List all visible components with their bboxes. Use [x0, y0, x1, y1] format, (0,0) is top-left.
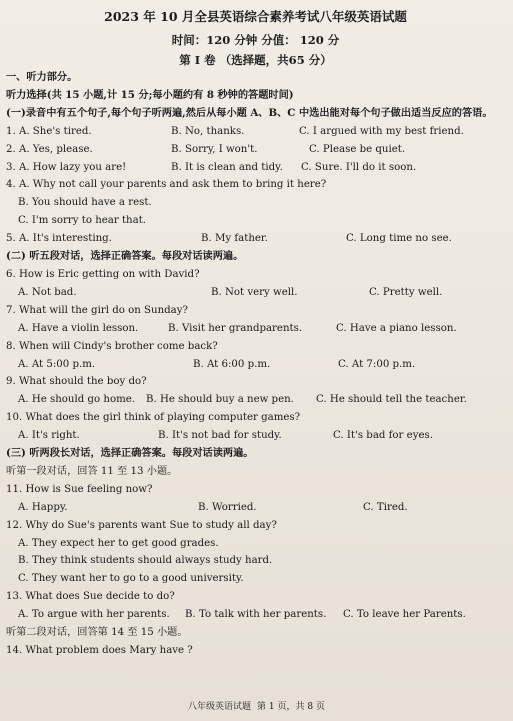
question-1	[6, 123, 505, 141]
exam-title: 2023 年 10 月全县英语综合素养考试八年级英语试题	[104, 9, 407, 24]
exam-meta	[6, 31, 505, 49]
question-12-option-c: C. They want her to go to a good university.	[18, 573, 244, 585]
option-c: C. Sure. I'll do it soon.	[301, 161, 417, 173]
exam-time: 时间：120 分钟	[171, 33, 258, 47]
question-7-options	[6, 320, 505, 338]
question-8-options	[6, 356, 505, 374]
question-4-option-b: B. You should have a rest.	[18, 197, 152, 209]
question-14-stem: 14. What problem does Mary have ?	[6, 645, 193, 656]
question-6-stem: 6. How is Eric getting on with David?	[6, 268, 200, 280]
option-a: A. It's right.	[18, 430, 80, 442]
footer-page-number: 第 1 页，共 8 页	[257, 702, 325, 712]
section-heading: 一、听力部分。	[6, 71, 78, 83]
question-13-stem: 13. What does Sue decide to do?	[6, 591, 175, 603]
option-b: B. To talk with her parents.	[185, 609, 327, 621]
option-b: B. Visit her grandparents.	[168, 322, 303, 334]
option-a: 1. A. She's tired.	[6, 125, 92, 137]
question-4-option-c: C. I'm sorry to hear that.	[18, 215, 147, 227]
option-a: A. He should go home.	[18, 394, 136, 406]
question-10-stem: 10. What does the girl think of playing computer games?	[6, 412, 301, 424]
question-12-option-a: A. They expect her to get good grades.	[18, 537, 219, 549]
option-a: A. Happy.	[18, 501, 68, 513]
dialog-1-instruction: 听第一段对话，回答 11 至 13 小题。	[6, 465, 178, 477]
page-footer	[0, 701, 513, 713]
option-b: B. He should buy a new pen.	[146, 394, 294, 406]
question-6-options	[6, 284, 505, 302]
option-a: A. At 5:00 p.m.	[18, 358, 96, 370]
option-a: 3. A. How lazy you are!	[6, 161, 127, 173]
option-c: C. Have a piano lesson.	[336, 322, 457, 334]
question-9-options	[6, 391, 505, 409]
question-4-option-a: 4. A. Why not call your parents and ask them to bring it here?	[6, 179, 327, 191]
option-c: C. Pretty well.	[369, 286, 443, 298]
option-c: C. To leave her Parents.	[343, 609, 466, 621]
subsection-2-instruction: (二) 听五段对话，选择正确答案。每段对话读两遍。	[6, 250, 244, 263]
option-b: B. No, thanks.	[171, 125, 245, 137]
option-c: C. He should tell the teacher.	[316, 394, 467, 406]
question-9-stem: 9. What should the boy do?	[6, 376, 147, 388]
question-3	[6, 159, 505, 177]
question-12-option-b: B. They think students should always study hard.	[18, 555, 273, 567]
option-b: B. At 6:00 p.m.	[193, 358, 271, 370]
part-title: 第 I 卷 （选择题，共65 分）	[179, 53, 332, 67]
option-c: C. It's bad for eyes.	[333, 430, 433, 442]
question-7-stem: 7. What will the girl do on Sunday?	[6, 304, 188, 316]
question-2	[6, 141, 505, 159]
question-12-stem: 12. Why do Sue's parents want Sue to study all day?	[6, 519, 277, 531]
option-a: A. To argue with her parents.	[18, 609, 170, 621]
option-b: B. It is clean and tidy.	[171, 161, 283, 173]
dialog-2-instruction: 听第二段对话，回答第 14 至 15 小题。	[6, 627, 188, 639]
question-11-options	[6, 499, 505, 517]
question-5	[6, 230, 505, 248]
option-a: A. Have a violin lesson.	[18, 322, 139, 334]
option-c: C. At 7:00 p.m.	[338, 358, 416, 370]
subsection-3-instruction: (三) 听两段长对话，选择正确答案。每段对话读两遍。	[6, 447, 254, 460]
option-c: C. Please be quiet.	[309, 143, 406, 155]
footer-subject: 八年级英语试题	[188, 702, 252, 712]
option-b: B. Sorry, I won't.	[171, 143, 258, 155]
option-b: B. My father.	[201, 233, 268, 245]
option-c: C. Long time no see.	[346, 233, 452, 245]
option-a: 5. A. It's interesting.	[6, 233, 112, 245]
question-13-options	[6, 606, 505, 624]
option-c: C. I argued with my best friend.	[299, 125, 464, 137]
question-10-options	[6, 427, 505, 445]
option-a: A. Not bad.	[18, 286, 77, 298]
option-a: 2. A. Yes, please.	[6, 143, 93, 155]
option-b: B. Not very well.	[211, 286, 298, 298]
option-c: C. Tired.	[363, 501, 408, 513]
question-11-stem: 11. How is Sue feeling now?	[6, 483, 153, 495]
option-b: B. It's not bad for study.	[158, 430, 282, 442]
question-8-stem: 8. When will Cindy's brother come back?	[6, 340, 218, 352]
exam-score: 分值： 120 分	[261, 33, 340, 47]
listening-instruction: 听力选择(共 15 小题,计 15 分;每小题约有 8 秒钟的答题时间)	[6, 88, 294, 101]
option-b: B. Worried.	[198, 501, 257, 513]
subsection-1-instruction: (一)录音中有五个句子,每个句子听两遍,然后从每小题 A、B、C 中选出能对每个句子做出适当反应的答语。	[6, 106, 493, 119]
